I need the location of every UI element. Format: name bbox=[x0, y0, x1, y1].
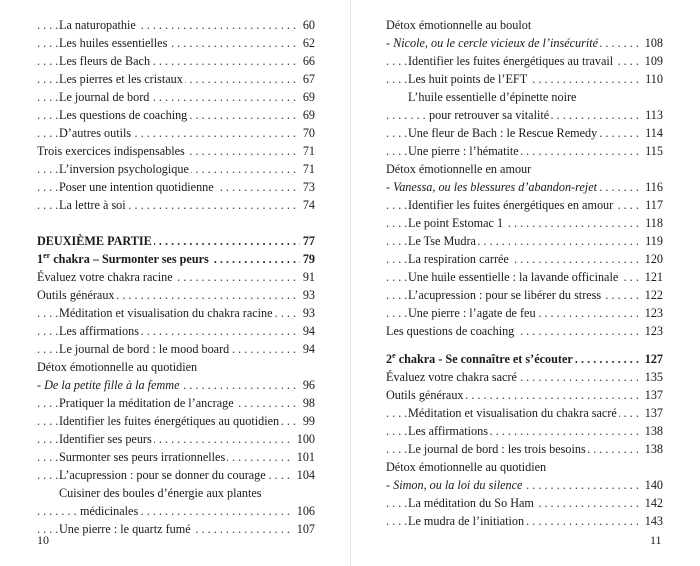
toc-entry bbox=[386, 142, 663, 160]
toc-page-number: 135 bbox=[642, 368, 663, 386]
toc-entry bbox=[37, 160, 315, 178]
toc-entry-title: Détox émotionnelle en amour bbox=[386, 162, 532, 176]
toc-page-number: 106 bbox=[294, 502, 315, 520]
toc-entry-title: Détox émotionnelle au boulot bbox=[386, 18, 532, 32]
toc-entry-title: Le journal de bord : les trois besoins bbox=[408, 442, 586, 456]
toc-entry bbox=[386, 422, 663, 440]
toc-entry-title: DEUXIÈME PARTIE bbox=[37, 234, 152, 248]
toc-page-number: 109 bbox=[642, 52, 663, 70]
toc-page-number: 100 bbox=[294, 430, 315, 448]
toc-entry bbox=[386, 214, 663, 232]
toc-entry-title: Les huit points de l’EFT bbox=[408, 72, 528, 86]
toc-page-number: 79 bbox=[300, 250, 315, 268]
toc-entry bbox=[386, 458, 663, 476]
toc-page-number: 93 bbox=[300, 304, 315, 322]
toc-page-number: 142 bbox=[642, 494, 663, 512]
toc-page-number: 69 bbox=[300, 106, 315, 124]
toc-page-number: 70 bbox=[300, 124, 315, 142]
toc-entry-title: La méditation du So Ham bbox=[408, 496, 534, 510]
toc-entry bbox=[37, 250, 315, 268]
toc-entry-title: Méditation et visualisation du chakra racine bbox=[59, 306, 273, 320]
toc-page-number: 107 bbox=[294, 520, 315, 538]
toc-entry bbox=[37, 142, 315, 160]
toc-page-number: 77 bbox=[300, 232, 315, 250]
toc-page-number: 116 bbox=[642, 178, 663, 196]
toc-entry bbox=[37, 232, 315, 250]
toc-entry-title: Les affirmations bbox=[59, 324, 139, 338]
toc-entry bbox=[37, 286, 315, 304]
toc-entry bbox=[37, 340, 315, 358]
toc-page-number: 67 bbox=[300, 70, 315, 88]
toc-page-number: 143 bbox=[642, 512, 663, 530]
toc-entry-title: La naturopathie bbox=[59, 18, 136, 32]
toc-page-number: 114 bbox=[642, 124, 663, 142]
toc-entry bbox=[386, 16, 663, 34]
toc-page-number: 73 bbox=[300, 178, 315, 196]
toc-entry bbox=[386, 160, 663, 178]
toc-entry-title: Les questions de coaching bbox=[386, 324, 515, 338]
toc-entry-title: médicinales bbox=[80, 504, 139, 518]
toc-page-number: 123 bbox=[642, 304, 663, 322]
toc-entry bbox=[386, 70, 663, 88]
toc-page-number: 62 bbox=[300, 34, 315, 52]
toc-entry-title: Trois exercices indispensables bbox=[37, 144, 185, 158]
toc-entry bbox=[37, 358, 315, 376]
toc-entry bbox=[37, 502, 315, 520]
toc-entry-title: Les huiles essentielles bbox=[59, 36, 168, 50]
toc-page-number: 60 bbox=[300, 16, 315, 34]
toc-entry bbox=[386, 368, 663, 386]
toc-entry-title: Pratiquer la méditation de l’ancrage bbox=[59, 396, 234, 410]
toc-entry bbox=[386, 286, 663, 304]
left-page-number: 10 bbox=[37, 533, 49, 547]
toc-entry bbox=[386, 322, 663, 340]
toc-entry bbox=[386, 304, 663, 322]
toc-entry-title: La respiration carrée bbox=[408, 252, 509, 266]
toc-entry bbox=[386, 386, 663, 404]
toc-page-number: 104 bbox=[294, 466, 315, 484]
toc-page-number: 69 bbox=[300, 88, 315, 106]
toc-entry-title: - Simon, ou la loi du silence bbox=[386, 478, 523, 492]
chakra-title: chakra - Se connaître et s’écouter bbox=[395, 352, 573, 366]
toc-entry-title: Une huile essentielle : la lavande officinale bbox=[408, 270, 619, 284]
toc-page-number: 96 bbox=[300, 376, 315, 394]
toc-page-number: 137 bbox=[642, 404, 663, 422]
toc-entry-title: Les affirmations bbox=[408, 424, 488, 438]
toc-entry-title: Cuisiner des boules d’énergie aux plantes bbox=[59, 486, 262, 500]
toc-entry-title: Identifier les fuites énergétiques en amour bbox=[408, 198, 614, 212]
toc-page-number: 119 bbox=[642, 232, 663, 250]
toc-entry-title: L’huile essentielle d’épinette noire bbox=[408, 90, 577, 104]
toc-entry-title: Identifier les fuites énergétiques au travail bbox=[408, 54, 614, 68]
toc-page-number: 118 bbox=[642, 214, 663, 232]
toc-entry-title: Identifier ses peurs bbox=[59, 432, 152, 446]
toc-entry-title: Identifier les fuites énergétiques au quotidien bbox=[59, 414, 280, 428]
toc-entry bbox=[37, 322, 315, 340]
toc-entry-title: - Nicole, ou le cercle vicieux de l’insécurité bbox=[386, 36, 599, 50]
toc-entry bbox=[37, 394, 315, 412]
toc-entry-title: Une pierre : l’agate de feu bbox=[408, 306, 536, 320]
toc-page-number: 122 bbox=[642, 286, 663, 304]
toc-entry-title: Méditation et visualisation du chakra sacré bbox=[408, 406, 617, 420]
toc-page-number: 91 bbox=[300, 268, 315, 286]
toc-page-number: 94 bbox=[300, 322, 315, 340]
toc-page-number: 138 bbox=[642, 440, 663, 458]
toc-entry-title: Une pierre : le quartz fumé bbox=[59, 522, 191, 536]
toc-entry bbox=[386, 440, 663, 458]
toc-entry-title bbox=[386, 350, 575, 368]
chakra-number: 1 bbox=[37, 252, 44, 266]
toc-entry-title: L’acupression : pour se donner du courage bbox=[59, 468, 266, 482]
toc-page-number: 108 bbox=[642, 34, 663, 52]
toc-entry bbox=[386, 232, 663, 250]
toc-page-number: 99 bbox=[300, 412, 315, 430]
toc-entry bbox=[37, 88, 315, 106]
toc-entry-title: Le mudra de l’initiation bbox=[408, 514, 525, 528]
toc-entry bbox=[37, 106, 315, 124]
toc-entry-title: Une fleur de Bach : le Rescue Remedy bbox=[408, 126, 598, 140]
ordinal-suffix: e bbox=[392, 351, 396, 360]
toc-entry bbox=[386, 106, 663, 124]
toc-entry-title: Le journal de bord : le mood board bbox=[59, 342, 230, 356]
right-page-number: 11 bbox=[650, 533, 662, 547]
toc-entry-title: Évaluez votre chakra sacré bbox=[386, 370, 517, 384]
toc-entry bbox=[386, 494, 663, 512]
toc-entry bbox=[386, 196, 663, 214]
toc-entry-title: L’inversion psychologique bbox=[59, 162, 189, 176]
book-gutter bbox=[350, 0, 351, 566]
toc-page-number: 117 bbox=[642, 196, 663, 214]
toc-page-number: 110 bbox=[642, 70, 663, 88]
toc-page-number: 71 bbox=[300, 160, 315, 178]
toc-page-number: 98 bbox=[300, 394, 315, 412]
toc-page-number: 138 bbox=[642, 422, 663, 440]
toc-entry-title: Le Tse Mudra bbox=[408, 234, 476, 248]
toc-page-number: 137 bbox=[642, 386, 663, 404]
toc-entry bbox=[37, 484, 315, 502]
toc-entry-title: - Vanessa, ou les blessures d’abandon-rejet bbox=[386, 180, 597, 194]
toc-entry-title: Outils généraux bbox=[386, 388, 464, 402]
toc-page-number: 121 bbox=[642, 268, 663, 286]
toc-entry bbox=[386, 268, 663, 286]
toc-entry-title: L’acupression : pour se libérer du stress bbox=[408, 288, 602, 302]
toc-entry bbox=[37, 196, 315, 214]
toc-page-number: 74 bbox=[300, 196, 315, 214]
chakra-number: 2 bbox=[386, 352, 393, 366]
toc-entry-title: Le journal de bord bbox=[59, 90, 150, 104]
toc-entry bbox=[37, 70, 315, 88]
toc-page-number: 120 bbox=[642, 250, 663, 268]
toc-page-number: 113 bbox=[642, 106, 663, 124]
toc-entry-title: Les fleurs de Bach bbox=[59, 54, 151, 68]
toc-page-number: 66 bbox=[300, 52, 315, 70]
toc-entry-title: Les pierres et les cristaux bbox=[59, 72, 183, 86]
toc-entry bbox=[37, 304, 315, 322]
ordinal-suffix: er bbox=[43, 251, 51, 260]
toc-page-number: 93 bbox=[300, 286, 315, 304]
chakra-title: chakra – Surmonter ses peurs bbox=[50, 252, 209, 266]
toc-entry bbox=[37, 376, 315, 394]
toc-page-number: 123 bbox=[642, 322, 663, 340]
toc-entry bbox=[37, 178, 315, 196]
toc-entry bbox=[37, 34, 315, 52]
toc-entry-title: Les questions de coaching bbox=[59, 108, 188, 122]
toc-entry-title: D’autres outils bbox=[59, 126, 132, 140]
toc-page-number: 115 bbox=[642, 142, 663, 160]
toc-entry bbox=[37, 412, 315, 430]
toc-page-number: 71 bbox=[300, 142, 315, 160]
toc-entry bbox=[386, 124, 663, 142]
toc-entry bbox=[37, 466, 315, 484]
toc-entry bbox=[386, 88, 663, 106]
toc-entry bbox=[386, 178, 663, 196]
toc-entry bbox=[386, 350, 663, 368]
toc-entry-title: Surmonter ses peurs irrationnelles bbox=[59, 450, 226, 464]
toc-entry-title: La lettre à soi bbox=[59, 198, 126, 212]
toc-entry bbox=[386, 250, 663, 268]
toc-entry bbox=[37, 520, 315, 538]
dot-leader bbox=[37, 502, 315, 520]
toc-page-number: 127 bbox=[642, 350, 663, 368]
toc-entry bbox=[386, 34, 663, 52]
toc-entry bbox=[37, 16, 315, 34]
toc-entry bbox=[37, 268, 315, 286]
toc-entry-title: Évaluez votre chakra racine bbox=[37, 270, 173, 284]
toc-entry bbox=[37, 430, 315, 448]
toc-entry-title: Une pierre : l’hématite bbox=[408, 144, 519, 158]
toc-entry-title bbox=[37, 250, 211, 268]
toc-entry-title: Le point Estomac 1 bbox=[408, 216, 504, 230]
toc-entry-title: Détox émotionnelle au quotidien bbox=[37, 360, 198, 374]
toc-entry bbox=[37, 448, 315, 466]
toc-entry bbox=[37, 52, 315, 70]
toc-entry bbox=[386, 476, 663, 494]
toc-entry bbox=[386, 52, 663, 70]
toc-entry-title: - De la petite fille à la femme bbox=[37, 378, 180, 392]
toc-entry bbox=[386, 512, 663, 530]
toc-entry-title: pour retrouver sa vitalité bbox=[429, 108, 550, 122]
toc-page-number: 94 bbox=[300, 340, 315, 358]
toc-page-number: 101 bbox=[294, 448, 315, 466]
toc-entry bbox=[386, 404, 663, 422]
toc-entry bbox=[37, 124, 315, 142]
toc-entry-title: Détox émotionnelle au quotidien bbox=[386, 460, 547, 474]
toc-entry-title: Outils généraux bbox=[37, 288, 115, 302]
toc-page-number: 140 bbox=[642, 476, 663, 494]
toc-entry-title: Poser une intention quotidienne bbox=[59, 180, 214, 194]
